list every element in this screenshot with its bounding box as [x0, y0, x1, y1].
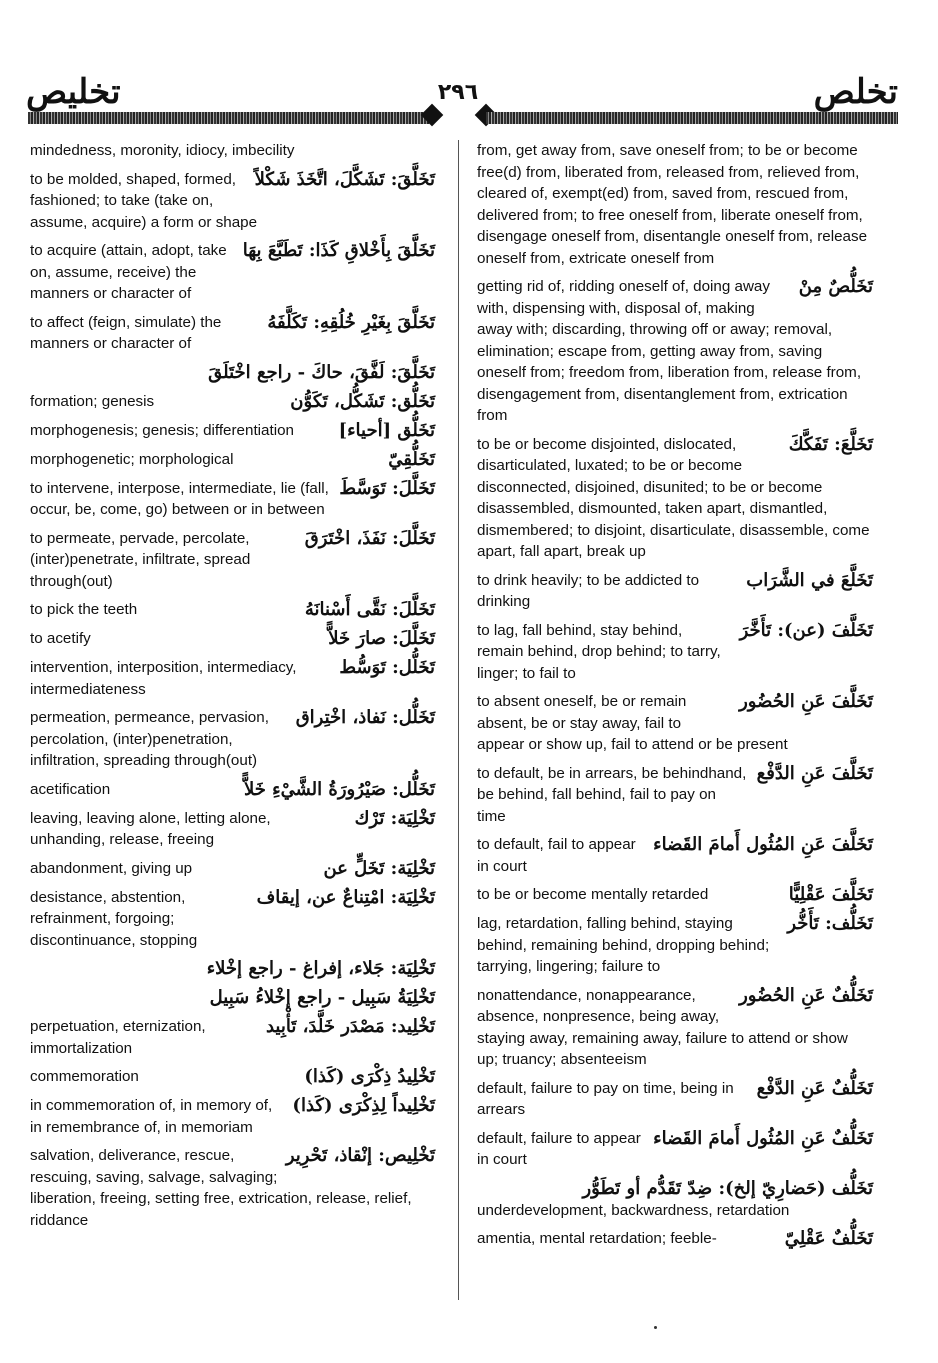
english-definition: to default, fail to appear in court [477, 836, 636, 875]
dictionary-entry [30, 779, 435, 801]
header-right-word: تخلص [813, 72, 898, 112]
arabic-headword: تَخَلَّقَ: لَفَّقَ، حاكَ - راجع اخْتَلَقَ [208, 361, 435, 383]
arabic-headword: تَخْلِيَة: جَلاء، إفراغ - راجع إخْلاء [206, 958, 435, 979]
english-definition: to drink heavily; to be addicted to drinking [477, 571, 700, 610]
arabic-headword: تَخْلِيَة: امْتِناعٌ عن، إيقاف [256, 886, 435, 908]
dictionary-entry [30, 169, 435, 234]
dictionary-entry [30, 140, 435, 162]
dictionary-entry [30, 1016, 435, 1059]
english-definition: mindedness, moronity, idiocy, imbecility [30, 142, 295, 159]
arabic-headword: تَخَلَّلَ: نَفَذَ، اخْتَرَقَ [304, 527, 435, 549]
dictionary-entry [30, 657, 435, 700]
page-speck [654, 1326, 657, 1329]
arabic-headword: تَخَلُّفٌ عَنِ المُثُول أَمامَ القَضاء [653, 1127, 873, 1149]
english-definition: to be or become disjointed, dislocated, disarticulated, luxated; to be or become disconnected, disjoined, disunited; to be or become disassembled, dismounted, taken apart, dismantled, dismembered; to disjoint, disarticulate, disassemble, come apart, fall apart, break up [477, 435, 870, 560]
arabic-headword: تَخْلِيَة: تَخَلٍّ عن [323, 857, 435, 879]
english-definition: permeation, permeance, pervasion, percolation, (inter)penetration, infiltration, spreading through(out) [30, 709, 269, 769]
arabic-headword: تَخَلُّل: صَيْرُورَةُ الشَّيْءِ خَلاًّ [243, 778, 435, 800]
arabic-headword: تَخَلُّق [أحياء] [338, 419, 435, 441]
arabic-headword: تَخَلُّصٌ مِنْ [798, 276, 873, 297]
dictionary-entry [30, 362, 435, 384]
dictionary-entry [477, 620, 873, 685]
dictionary-entry [30, 420, 435, 442]
dictionary-entry [30, 1066, 435, 1088]
dictionary-entry [477, 834, 873, 877]
dictionary-entry [30, 449, 435, 471]
english-definition: morphogenesis; genesis; differentiation [30, 421, 294, 439]
arabic-headword: تَخَلَّفَ عَنِ المُثُول أَمامَ القَضاء [653, 834, 873, 855]
arabic-headword: تَخَلَّفَ (عن): تَأَخَّرَ [739, 619, 873, 641]
arabic-headword: تَخَلُّفٌ عَنِ الحُضُور [739, 984, 873, 1006]
english-definition: from, get away from, save oneself from; to be or become free(d) from, liberated from, released from, relieved from, cleared of, exempt(ed) from, saved from, rescued from, delivered from; to free oneself from, liberate oneself from, disengage oneself from, disentangle oneself from, release oneself from, extricate oneself from [477, 142, 868, 267]
dictionary-entry [30, 808, 435, 851]
arabic-headword: تَخَلُّل: تَوَسُّط [339, 657, 435, 678]
english-definition: abandonment, giving up [30, 859, 193, 877]
arabic-headword: تَخْلِيَة: تَرْك [354, 807, 435, 829]
english-definition: to default, be in arrears, be behindhand, be behind, fall behind, fail to pay on time [477, 764, 747, 825]
dictionary-entry [477, 1228, 873, 1250]
dictionary-entry [477, 763, 873, 828]
dictionary-entry [30, 858, 435, 880]
english-definition: to lag, fall behind, stay behind, remain behind, drop behind; to tarry, linger; to fail to [477, 621, 721, 682]
english-definition: leaving, leaving alone, letting alone, unhanding, release, freeing [30, 809, 271, 848]
english-definition: getting rid of, ridding oneself of, doing away with, dispensing with, disposal of, making away with; discarding, throwing off or away; removal, elimination; escape from, getting away from, saving oneself from; freedom from, liberation from, release from, disengagement from, disentanglement from, extrication from [477, 278, 862, 424]
arabic-headword: تَخْلِيدُ ذِكْرَى (كَذا) [304, 1066, 435, 1087]
dictionary-entry [477, 1078, 873, 1121]
arabic-headword: تَخْلِيد: مَصْدَر خَلَّدَ، تَأْبِيد [265, 1016, 435, 1037]
english-definition: acetification [30, 780, 111, 798]
dictionary-entry [30, 478, 435, 521]
dictionary-entry [30, 887, 435, 952]
arabic-headword: تَخَلُّف: تَأَخُّر [787, 913, 873, 934]
english-definition: intervention, interposition, intermediacy, intermediateness [30, 659, 297, 698]
english-definition: amentia, mental retardation; feeble- [477, 1230, 717, 1247]
english-definition: desistance, abstention, refrainment, forgoing; discontinuance, stopping [30, 888, 198, 949]
english-definition: to acquire (attain, adopt, take on, assume, receive) the manners or character of [30, 242, 227, 302]
english-definition: commemoration [30, 1068, 139, 1085]
english-definition: nonattendance, nonappearance, absence, nonpresence, being away, staying away, remaining away, failure to attend or show up; truancy; absenteeism [477, 986, 848, 1068]
dictionary-entry [30, 1095, 435, 1138]
dictionary-entry [477, 884, 873, 906]
dictionary-entry [30, 987, 435, 1009]
left-column [30, 140, 435, 1238]
dictionary-entry [477, 1128, 873, 1171]
arabic-headword: تَخَلَّقَ بِأَخْلاقِ كَذَا: تَطَبَّعَ بِهَا [242, 240, 435, 261]
arabic-headword: تَخَلُّل: نَفاذ، اخْتِراق [295, 707, 435, 728]
arabic-headword: تَخَلُّفٌ عَقْلِيّ [784, 1228, 873, 1249]
english-definition: salvation, deliverance, rescue, rescuing, saving, salvage, salvaging; liberation, freeing, setting free, extrication, release, relief, riddance [30, 1147, 412, 1229]
arabic-headword: تَخَلَّفَ عَنِ الحُضُور [739, 691, 873, 712]
arabic-headword: تَخَلَّلَ: نَقَّى أَسْنانَهُ [304, 599, 435, 620]
english-definition: formation; genesis [30, 392, 155, 410]
arabic-headword: تَخَلَّقَ بِغَيْرِ خُلُقِهِ: تَكَلَّفَهُ [267, 311, 435, 333]
english-definition: to permeate, pervade, percolate, (inter)penetrate, infiltrate, spread through(out) [30, 529, 251, 590]
arabic-headword: تَخَلَّعَ في الشَّرَاب [746, 569, 873, 591]
dictionary-entry [477, 985, 873, 1071]
arabic-headword: تَخَلَّعَ: تَفَكَّكَ [788, 433, 873, 455]
dictionary-entry [30, 599, 435, 621]
english-definition: to absent oneself, be or remain absent, be or stay away, fail to appear or show up, fail to attend or be present [477, 693, 788, 753]
english-definition: to intervene, interpose, intermediate, lie (fall, occur, be, come, go) between or in between [30, 479, 329, 518]
arabic-headword: تَخَلَّلَ: صارَ خَلاًّ [328, 628, 435, 649]
header-rule-left [28, 112, 432, 124]
dictionary-entry [477, 570, 873, 613]
dictionary-entry [30, 391, 435, 413]
english-definition: to pick the teeth [30, 601, 138, 618]
arabic-headword: تَخَلَّقَ: تَشَكَّلَ، اتَّخَذَ شَكْلاً [254, 168, 435, 190]
arabic-headword: تَخَلَّفَ عَنِ الدَّفْع [756, 762, 873, 784]
arabic-headword: تَخْلِيص: إنْقاذ، تَحْرِير [285, 1145, 435, 1166]
english-definition: to affect (feign, simulate) the manners or character of [30, 313, 222, 352]
english-definition: morphogenetic; morphological [30, 450, 234, 468]
english-definition: to be molded, shaped, formed, fashioned; to take (take on, assume, acquire) a form or shape [30, 170, 258, 231]
dictionary-entry [30, 240, 435, 305]
english-definition: perpetuation, eternization, immortalization [30, 1018, 206, 1057]
arabic-headword: تَخْلِيداً لِذِكْرَى (كَذا) [292, 1095, 435, 1116]
column-divider [458, 140, 459, 1300]
page-number: ٢٩٦ [437, 80, 479, 105]
header-rule-right [486, 112, 898, 124]
dictionary-entry [30, 312, 435, 355]
dictionary-entry [477, 913, 873, 978]
dictionary-entry [477, 434, 873, 563]
dictionary-entry [30, 707, 435, 772]
english-definition: in commemoration of, in memory of, in remembrance of, in memoriam [30, 1097, 273, 1136]
dictionary-entry [477, 276, 873, 427]
english-definition: underdevelopment, backwardness, retardation [477, 1201, 790, 1219]
dictionary-entry [477, 1178, 873, 1222]
dictionary-entry [477, 691, 873, 756]
arabic-headword: تَخَلُّقِيّ [388, 448, 435, 470]
arabic-headword: تَخَلُّق: تَشَكُّل، تَكَوُّن [290, 390, 435, 412]
english-definition: to be or become mentally retarded [477, 886, 709, 903]
english-definition: to acetify [30, 630, 91, 647]
arabic-headword: تَخَلُّفٌ عَنِ الدَّفْع [756, 1077, 873, 1099]
arabic-headword: تَخْلِيَةُ سَبِيل - راجع إخْلاءُ سَبِيل [209, 987, 435, 1008]
dictionary-entry [30, 628, 435, 650]
arabic-headword: تَخَلَّلَ: تَوَسَّطَ [339, 477, 435, 499]
header-left-word: تخليص [26, 72, 121, 112]
english-definition: lag, retardation, falling behind, staying behind, remaining behind, dropping behind; tarrying, lingering; failure to [477, 915, 770, 975]
dictionary-entry [30, 958, 435, 980]
arabic-headword: تَخَلُّف (حَضارِيّ إلخ): ضِدّ تَقَدُّم أو تَطَوُّر [582, 1177, 873, 1199]
english-definition: default, failure to pay on time, being in arrears [477, 1079, 734, 1118]
english-definition: default, failure to appear in court [477, 1129, 641, 1168]
dictionary-entry [477, 140, 873, 269]
dictionary-entry [30, 528, 435, 593]
right-column [477, 140, 873, 1257]
arabic-headword: تَخَلَّفَ عَقْلِيًّا [788, 884, 873, 905]
dictionary-entry [30, 1145, 435, 1231]
